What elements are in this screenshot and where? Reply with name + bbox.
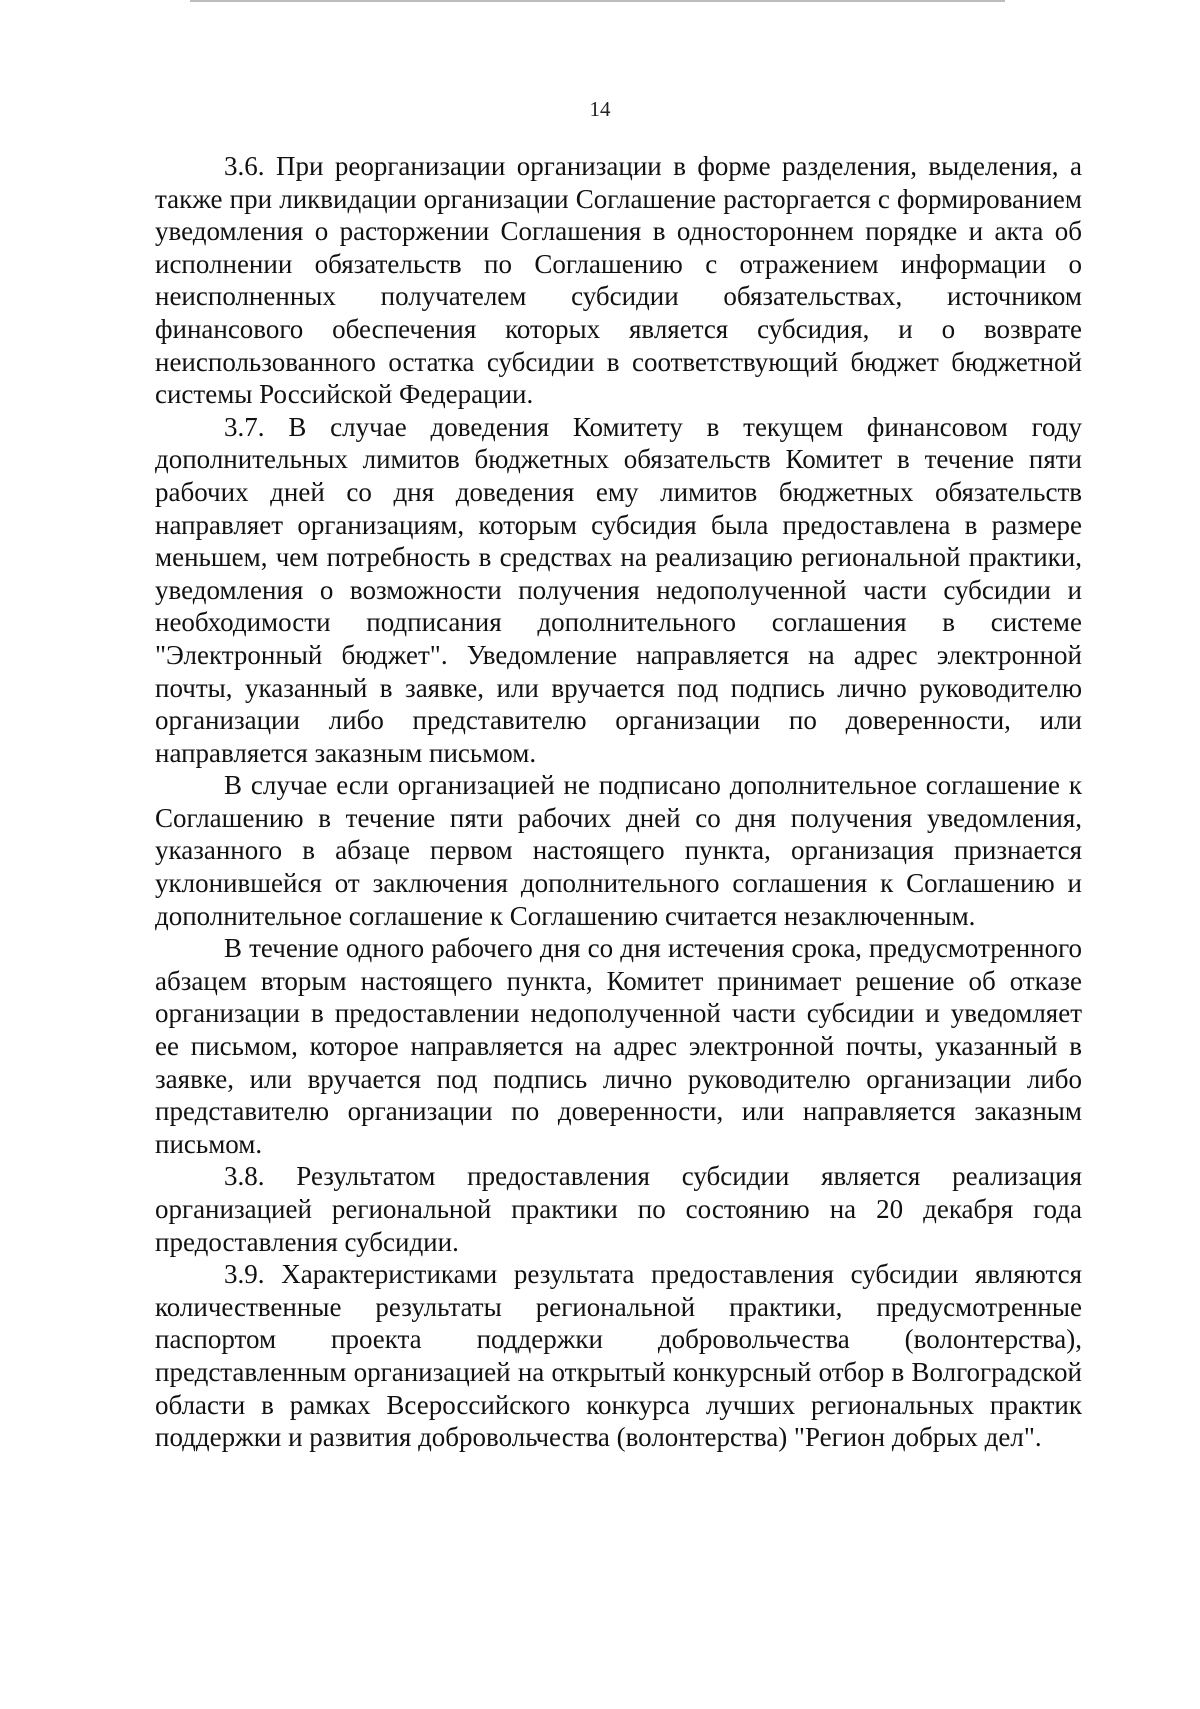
paragraph-3-8: 3.8. Результатом предоставления субсидии является реализация организацией региональной практики по состоянию на 20 декабря года предоставления субсидии.	[155, 1161, 1082, 1257]
paragraph-3-7-second: В случае если организацией не подписано дополнительное соглашение к Соглашению в течение пяти рабочих дней со дня получения уведомления, указанного в абзаце первом настоящего пункта, организация признается уклонившейся от заключения дополнительного соглашения к Соглашению и дополнительное соглашение к Соглашению считается незаключенным.	[155, 770, 1082, 931]
paragraph-3-7-third: В течение одного рабочего дня со дня истечения срока, предусмотренного абзацем вторым настоящего пункта, Комитет принимает решение об отказе организации в предоставлении недополученной части субсидии и уведомляет ее письмом, которое направляется на адрес электронной почты, указанный в заявке, или вручается под подпись лично руководителю организации либо представителю организации по доверенности, или направляется заказным письмом.	[155, 933, 1082, 1159]
document-body	[155, 150, 1082, 1454]
paragraph-3-6: 3.6. При реорганизации организации в форме разделения, выделения, а также при ликвидации организации Соглашение расторгается с формированием уведомления о расторжении Соглашения в одностороннем порядке и акта об исполнении обязательств по Соглашению с отражением информации о неисполненных получателем субсидии обязательствах, источником финансового обеспечения которых является субсидия, и о возврате неиспользованного остатка субсидии в соответствующий бюджет бюджетной системы Российской Федерации.	[155, 151, 1082, 410]
scan-edge-line	[190, 0, 1005, 2]
page-number: 14	[589, 97, 611, 121]
paragraph-3-9: 3.9. Характеристиками результата предоставления субсидии являются количественные результаты региональной практики, предусмотренные паспортом проекта поддержки добровольчества (волонтерства), представленным организацией на открытый конкурсный отбор в Волгоградской области в рамках Всероссийского конкурса лучших региональных практик поддержки и развития добровольчества (волонтерства) "Регион добрых дел".	[155, 1259, 1082, 1453]
paragraph-3-7: 3.7. В случае доведения Комитету в текущем финансовом году дополнительных лимитов бюджетных обязательств Комитет в течение пяти рабочих дней со дня доведения ему лимитов бюджетных обязательств направляет организациям, которым субсидия была предоставлена в размере меньшем, чем потребность в средствах на реализацию региональной практики, уведомления о возможности получения недополученной части субсидии и необходимости подписания дополнительного соглашения в системе "Электронный бюджет". Уведомление направляется на адрес электронной почты, указанный в заявке, или вручается под подпись лично руководителю организации либо представителю организации по доверенности, или направляется заказным письмом.	[155, 411, 1082, 768]
